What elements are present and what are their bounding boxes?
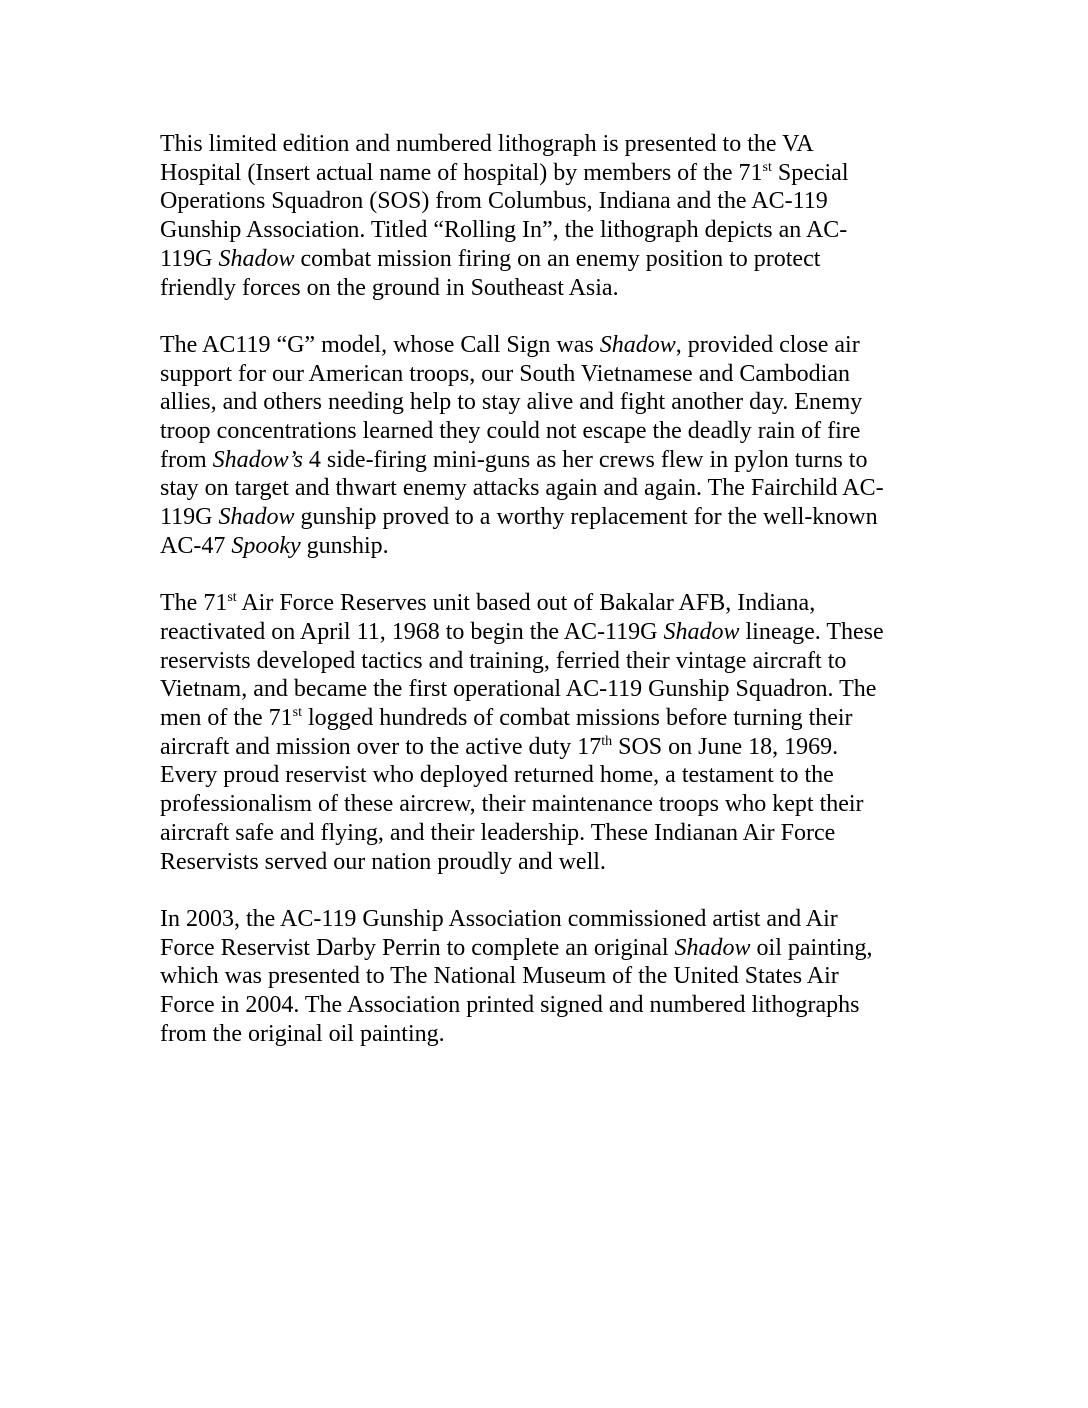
text-line (160, 905, 930, 934)
text-run: Gunship Association. Titled “Rolling In”, the lithograph depicts an AC- (160, 217, 848, 244)
text-run: professionalism of these aircrew, their maintenance troops who kept their (160, 791, 864, 818)
text-run: Force Reservist Darby Perrin to complete an original (160, 934, 675, 961)
text-run: Every proud reservist who deployed returned home, a testament to the (160, 762, 834, 789)
italic-text: Shadow (663, 618, 740, 645)
text-run: The AC119 “G” model, whose Call Sign was (160, 331, 600, 358)
paragraph-1 (160, 130, 930, 302)
text-run: Operations Squadron (SOS) from Columbus, Indiana and the AC-119 (160, 188, 828, 215)
italic-text: Shadow (218, 504, 295, 531)
text-line (160, 848, 930, 877)
text-run: lineage. These (739, 618, 884, 645)
superscript-text: st (227, 590, 237, 606)
superscript-text: st (762, 159, 772, 175)
text-run: reactivated on April 11, 1968 to begin the AC-119G (160, 618, 664, 645)
text-line (160, 733, 930, 762)
text-run: Special (771, 159, 849, 186)
text-line (160, 274, 930, 303)
document-body (160, 130, 930, 1077)
text-run: 119G (160, 245, 219, 272)
text-run: In 2003, the AC-119 Gunship Association commissioned artist and Air (160, 905, 838, 932)
text-line (160, 704, 930, 733)
text-line (160, 962, 930, 991)
text-run: aircraft safe and flying, and their leadership. These Indianan Air Force (160, 819, 836, 846)
text-line (160, 503, 930, 532)
text-run: oil painting, (750, 934, 873, 961)
text-run: troop concentrations learned they could not escape the deadly rain of fire (160, 418, 861, 445)
text-line (160, 216, 930, 245)
text-run: SOS on June 18, 1969. (612, 733, 839, 760)
text-run: , provided close air (675, 331, 860, 358)
italic-text: Shadow (674, 934, 751, 961)
text-line (160, 245, 930, 274)
text-line (160, 991, 930, 1020)
text-run: 4 side-firing mini-guns as her crews flew in pylon turns to (302, 446, 868, 473)
text-run: 119G (160, 504, 219, 531)
text-line (160, 331, 930, 360)
text-line (160, 474, 930, 503)
text-line (160, 159, 930, 188)
text-run: AC-47 (160, 532, 232, 559)
text-run: stay on target and thwart enemy attacks again and again. The Fairchild AC- (160, 475, 884, 502)
paragraph-4 (160, 905, 930, 1049)
text-run: gunship. (300, 532, 389, 559)
text-run: combat mission firing on an enemy position to protect (294, 245, 821, 272)
italic-text: Shadow (218, 245, 295, 272)
text-line (160, 360, 930, 389)
text-line (160, 589, 930, 618)
text-line (160, 618, 930, 647)
italic-text: Shadow (599, 331, 676, 358)
text-line (160, 934, 930, 963)
text-line (160, 532, 930, 561)
text-line (160, 647, 930, 676)
text-run: men of the 71 (160, 705, 293, 732)
text-run: Air Force Reserves unit based out of Bakalar AFB, Indiana, (236, 590, 816, 617)
superscript-text: th (601, 733, 613, 749)
text-run: support for our American troops, our South Vietnamese and Cambodian (160, 360, 850, 387)
text-run: from (160, 446, 213, 473)
text-line (160, 446, 930, 475)
paragraph-3 (160, 589, 930, 876)
text-run: reservists developed tactics and training, ferried their vintage aircraft to (160, 647, 847, 674)
text-run: Vietnam, and became the first operational AC-119 Gunship Squadron. The (160, 676, 877, 703)
text-run: Reservists served our nation proudly and well. (160, 848, 606, 875)
text-run: gunship proved to a worthy replacement for the well-known (294, 504, 878, 531)
italic-text: Shadow’s (212, 446, 303, 473)
text-run: The 71 (160, 590, 228, 617)
text-run: from the original oil painting. (160, 1020, 445, 1047)
text-run: This limited edition and numbered lithograph is presented to the VA (160, 131, 814, 157)
text-run: friendly forces on the ground in Southeast Asia. (160, 274, 619, 301)
text-run: Hospital (Insert actual name of hospital) by members of the 71 (160, 159, 763, 186)
text-line (160, 761, 930, 790)
superscript-text: st (292, 705, 302, 721)
text-line (160, 675, 930, 704)
paragraph-2 (160, 331, 930, 561)
text-run: logged hundreds of combat missions before turning their (301, 705, 853, 732)
text-line (160, 388, 930, 417)
text-run: allies, and others needing help to stay alive and fight another day. Enemy (160, 389, 863, 416)
text-line (160, 417, 930, 446)
text-run: Force in 2004. The Association printed signed and numbered lithographs (160, 992, 860, 1019)
text-line (160, 187, 930, 216)
text-run: which was presented to The National Museum of the United States Air (160, 963, 839, 990)
text-line (160, 790, 930, 819)
text-line (160, 1020, 930, 1049)
text-line (160, 130, 930, 159)
text-line (160, 819, 930, 848)
text-run: aircraft and mission over to the active duty 17 (160, 733, 602, 760)
italic-text: Spooky (231, 532, 301, 559)
